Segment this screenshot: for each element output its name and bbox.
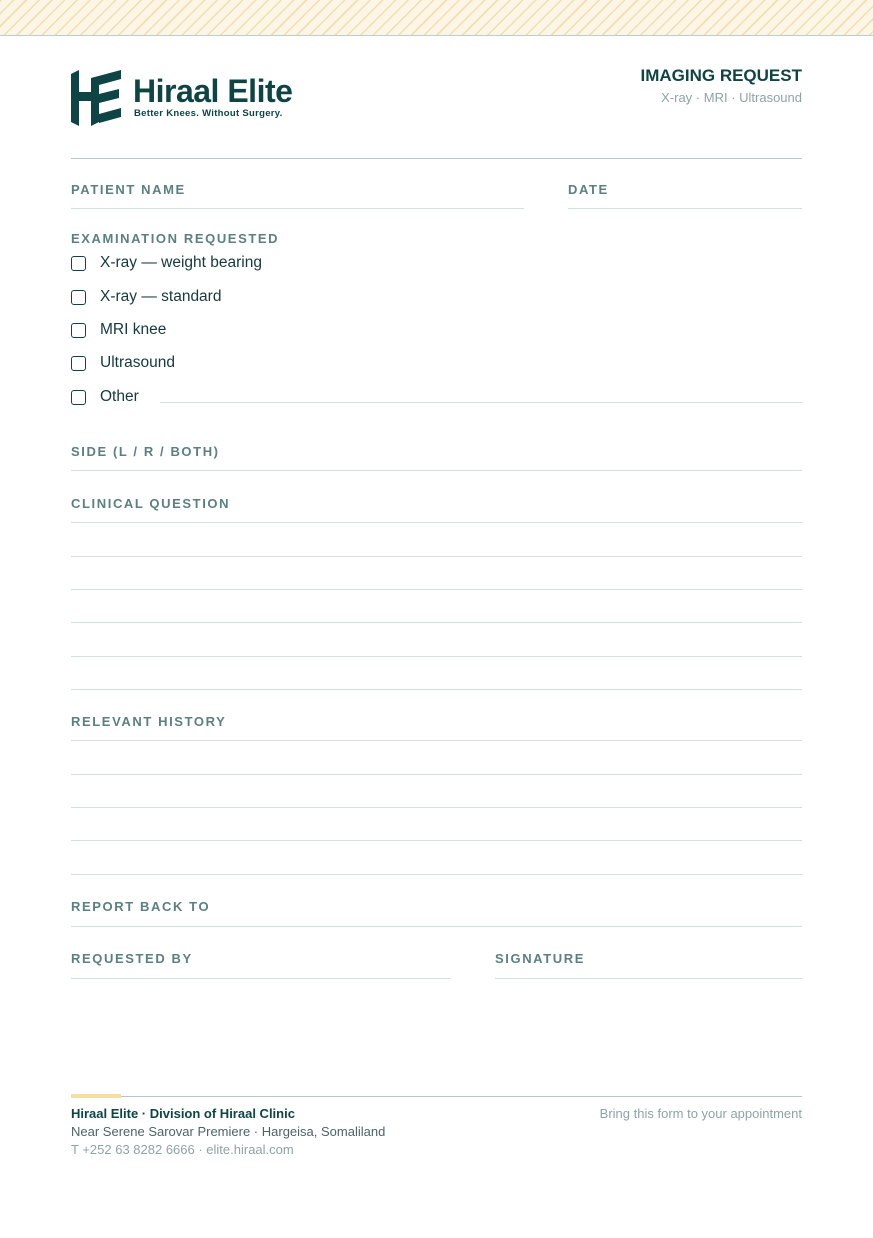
clinical-question-line[interactable] xyxy=(71,522,802,523)
relevant-history-line[interactable] xyxy=(71,840,802,841)
relevant-history-line[interactable] xyxy=(71,874,802,875)
relevant-history-line[interactable] xyxy=(71,740,802,741)
date-field[interactable] xyxy=(568,208,802,209)
option-label: Other xyxy=(100,388,139,405)
clinical-question-line[interactable] xyxy=(71,556,802,557)
option-label: Ultrasound xyxy=(100,354,175,371)
relevant-history-line[interactable] xyxy=(71,807,802,808)
side-field[interactable] xyxy=(71,470,802,471)
signature-label: SIGNATURE xyxy=(495,951,585,966)
requested-by-field[interactable] xyxy=(71,978,451,979)
document-title: IMAGING REQUEST xyxy=(640,66,802,85)
patient-name-label: PATIENT NAME xyxy=(71,182,186,197)
header-divider xyxy=(71,158,802,159)
option-label: X-ray — weight bearing xyxy=(100,254,262,271)
requested-by-label: REQUESTED BY xyxy=(71,951,193,966)
other-specify-field[interactable] xyxy=(160,402,802,403)
report-back-to-field[interactable] xyxy=(71,926,802,927)
footer-contact: T +252 63 8282 6666 · elite.hiraal.com xyxy=(71,1142,294,1157)
document-subtitle: X-ray · MRI · Ultrasound xyxy=(661,90,802,105)
clinical-question-line[interactable] xyxy=(71,656,802,657)
footer-divider xyxy=(71,1096,802,1097)
examination-label: EXAMINATION REQUESTED xyxy=(71,231,280,246)
footer-note: Bring this form to your appointment xyxy=(599,1106,802,1121)
patient-name-field[interactable] xyxy=(71,208,524,209)
checkbox-xray-standard[interactable] xyxy=(71,290,86,305)
clinical-question-line[interactable] xyxy=(71,622,802,623)
date-label: DATE xyxy=(568,182,609,197)
decorative-header-stripe xyxy=(0,0,873,36)
checkbox-ultrasound[interactable] xyxy=(71,356,86,371)
side-label: SIDE (L / R / BOTH) xyxy=(71,444,220,459)
checkbox-mri-knee[interactable] xyxy=(71,323,86,338)
clinical-question-label: CLINICAL QUESTION xyxy=(71,496,231,511)
footer-title: Hiraal Elite · Division of Hiraal Clinic xyxy=(71,1106,295,1121)
checkbox-other[interactable] xyxy=(71,390,86,405)
clinical-question-line[interactable] xyxy=(71,589,802,590)
relevant-history-label: RELEVANT HISTORY xyxy=(71,714,227,729)
he-monogram-icon xyxy=(71,70,123,128)
brand-tagline: Better Knees. Without Surgery. xyxy=(134,108,283,119)
option-label: X-ray — standard xyxy=(100,288,222,305)
footer-address: Near Serene Sarovar Premiere · Hargeisa, Somaliland xyxy=(71,1124,386,1139)
option-label: MRI knee xyxy=(100,321,167,338)
clinical-question-line[interactable] xyxy=(71,689,802,690)
brand-logo xyxy=(71,70,311,130)
checkbox-xray-weight-bearing[interactable] xyxy=(71,256,86,271)
footer-accent-bar xyxy=(71,1094,121,1098)
brand-name: Hiraal Elite xyxy=(133,73,293,109)
relevant-history-line[interactable] xyxy=(71,774,802,775)
report-back-to-label: REPORT BACK TO xyxy=(71,899,211,914)
signature-field[interactable] xyxy=(495,978,802,979)
